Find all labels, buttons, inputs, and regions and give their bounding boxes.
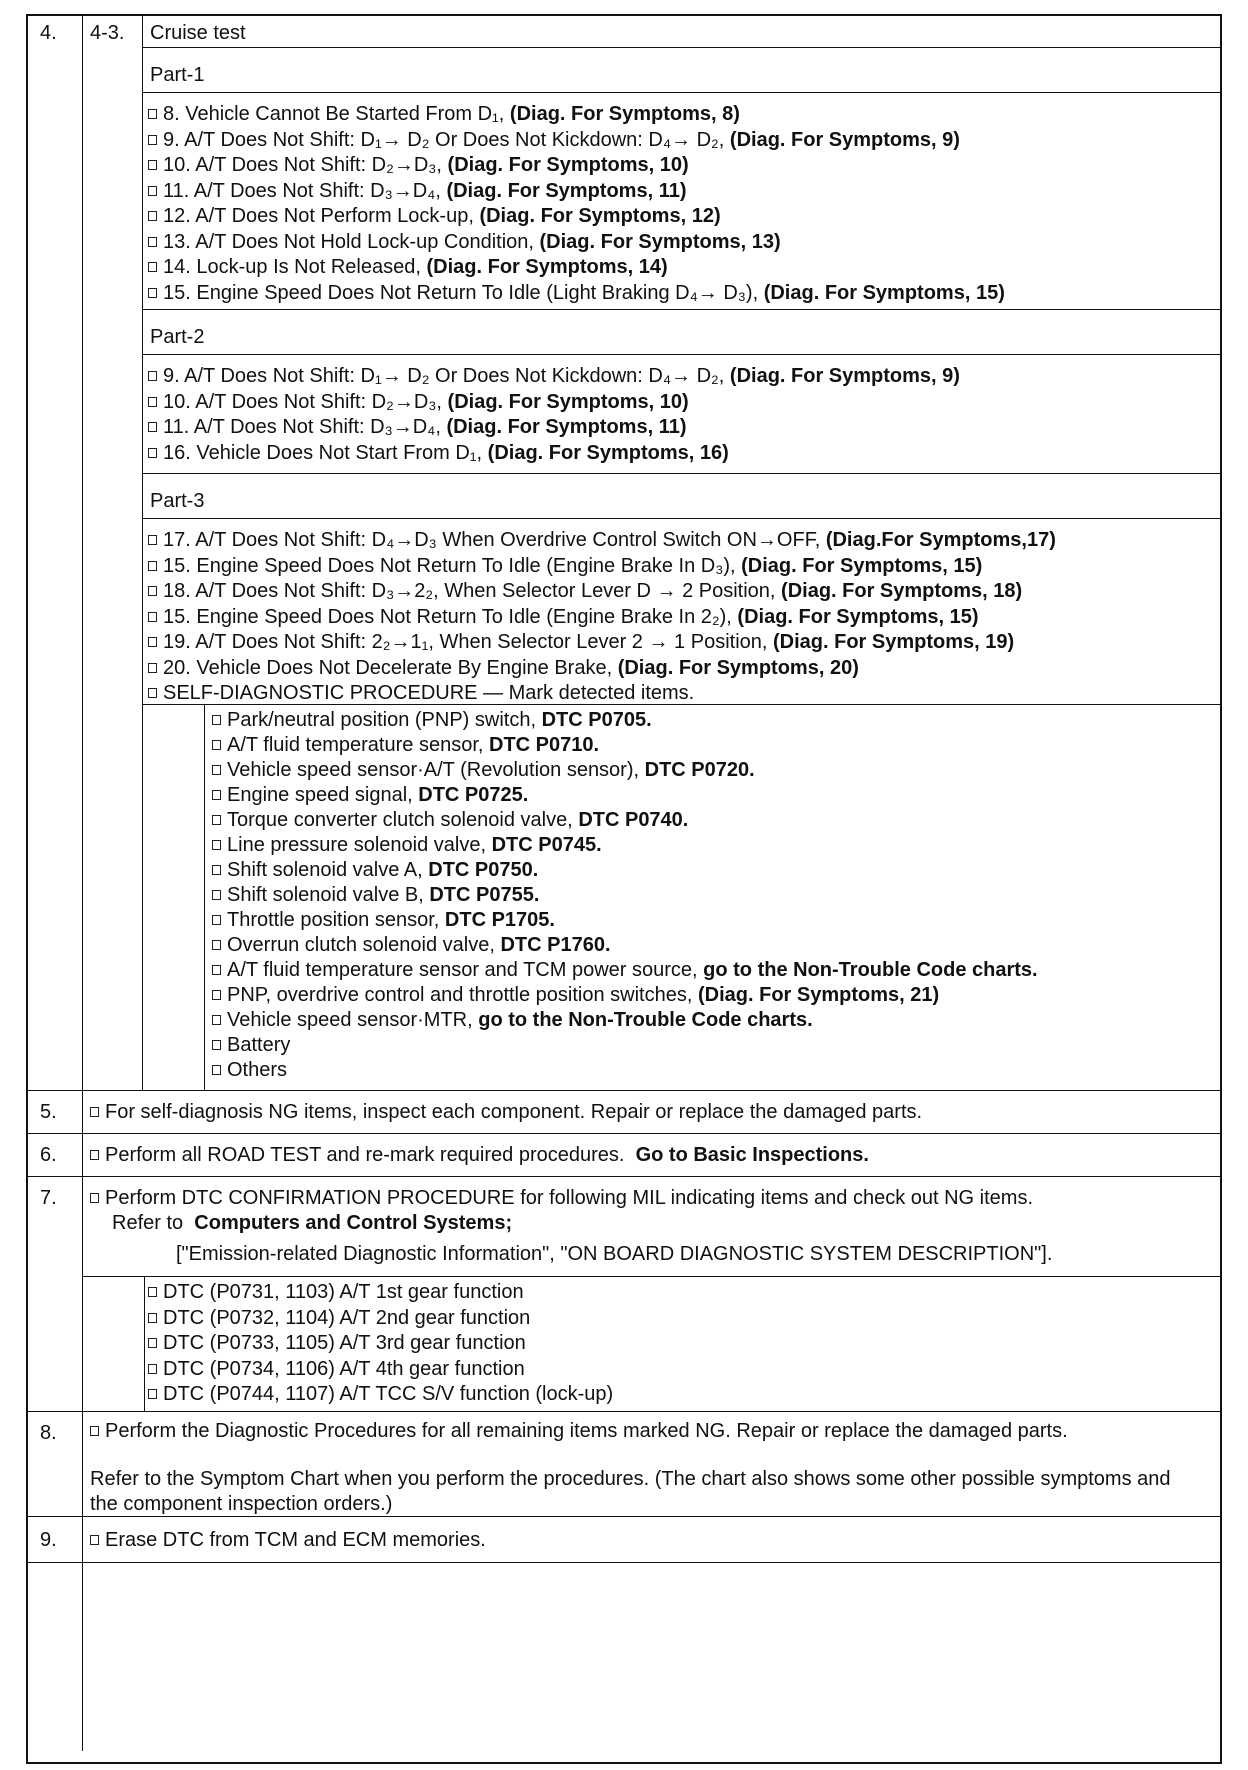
row-line — [142, 518, 1222, 519]
checkbox[interactable] — [148, 586, 157, 596]
checklist-item-reference: (Diag.For Symptoms,17) — [825, 529, 1056, 551]
checklist-item — [212, 983, 939, 1008]
checklist-item-reference: (Diag. For Symptoms, 14) — [426, 256, 668, 278]
checklist-item — [148, 179, 687, 205]
checklist-item-reference: go to the Non-Trouble Code charts. — [703, 959, 1038, 981]
checkbox[interactable] — [148, 1313, 157, 1323]
checklist-item-text: 8. Vehicle Cannot Be Started From D₁, — [163, 103, 505, 125]
checklist-item-text: Engine speed signal, — [227, 784, 413, 806]
checkbox[interactable] — [148, 211, 157, 221]
checkbox[interactable] — [212, 965, 221, 975]
checklist-item-reference: (Diag. For Symptoms, 15) — [737, 605, 979, 628]
checkbox[interactable] — [212, 740, 221, 750]
checklist-item — [148, 255, 668, 281]
row-line — [28, 1562, 1222, 1563]
row-line — [142, 309, 1222, 310]
checklist-item-reference: DTC P1760. — [500, 934, 611, 956]
checklist-item — [148, 102, 740, 128]
row-6-number: 6. — [40, 1144, 57, 1166]
checklist-item-reference: DTC P0705. — [541, 709, 652, 731]
checklist-item-text: 19. A/T Does Not Shift: 2₂→1₁, When Selector Lever 2 → 1 Position, — [163, 631, 768, 653]
col-divider-dtc — [144, 1276, 145, 1411]
checkbox[interactable] — [148, 663, 157, 673]
dtc-item-text: DTC (P0744, 1107) A/T TCC S/V function (lock-up) — [163, 1383, 614, 1405]
checklist-item-reference: DTC P0750. — [428, 859, 539, 881]
checkbox[interactable] — [212, 890, 221, 900]
checklist-item — [212, 833, 602, 858]
checkbox[interactable] — [212, 1065, 221, 1075]
checklist-item — [212, 708, 652, 733]
row-9-text: Erase DTC from TCM and ECM memories. — [90, 1526, 486, 1554]
checklist-item-text: Park/neutral position (PNP) switch, — [227, 709, 537, 731]
checkbox[interactable] — [212, 765, 221, 775]
checklist-item-text: A/T fluid temperature sensor, — [227, 734, 484, 756]
row-7-line-2: Refer to Computers and Control Systems; — [112, 1212, 513, 1234]
checkbox[interactable] — [90, 1107, 99, 1117]
part-3-label: Part-3 — [150, 490, 205, 512]
checklist-item — [148, 415, 687, 441]
checklist-item-text: 10. A/T Does Not Shift: D₂→D₃, — [163, 390, 442, 413]
checklist-item — [212, 958, 1038, 983]
checklist-item-text: 16. Vehicle Does Not Start From D₁, — [163, 441, 483, 464]
row-line — [142, 47, 1222, 48]
checklist-item-text: 15. Engine Speed Does Not Return To Idle (Engine Brake In D₃), — [163, 554, 736, 577]
checkbox[interactable] — [148, 448, 157, 458]
checkbox[interactable] — [212, 815, 221, 825]
row-line — [142, 473, 1222, 474]
checklist-item-reference: (Diag. For Symptoms, 19) — [773, 631, 1015, 653]
row-7-line-1: Perform DTC CONFIRMATION PROCEDURE for following MIL indicating items and check out NG items. — [90, 1184, 1033, 1212]
procedure-table — [26, 14, 1222, 1764]
checkbox[interactable] — [148, 262, 157, 272]
checklist-item — [148, 630, 1014, 656]
checklist-item-text: A/T fluid temperature sensor and TCM power source, — [227, 959, 698, 981]
checklist-item — [148, 390, 689, 416]
checklist-item-reference: DTC P0755. — [429, 884, 540, 906]
dtc-item — [148, 1280, 524, 1306]
row-8-text-1: Perform the Diagnostic Procedures for all remaining items marked NG. Repair or replace the damaged parts. — [90, 1419, 1180, 1444]
dtc-item — [148, 1306, 530, 1332]
checklist-item-text: 15. Engine Speed Does Not Return To Idle (Light Braking D₄→ D₃), — [163, 281, 759, 304]
checklist-item-reference: (Diag. For Symptoms, 12) — [479, 205, 721, 227]
checkbox[interactable] — [148, 237, 157, 247]
row-9-number: 9. — [40, 1529, 57, 1551]
checkbox[interactable] — [212, 990, 221, 1000]
checklist-item-text: 18. A/T Does Not Shift: D₃→2₂, When Selector Lever D → 2 Position, — [163, 580, 776, 602]
checklist-item — [148, 441, 729, 467]
checkbox[interactable] — [212, 915, 221, 925]
checklist-item — [212, 783, 528, 808]
checklist-item-text: Torque converter clutch solenoid valve, — [227, 809, 573, 831]
checklist-item-reference: (Diag. For Symptoms, 9) — [729, 365, 960, 387]
checkbox[interactable] — [148, 1364, 157, 1374]
checklist-item-text: PNP, overdrive control and throttle position switches, — [227, 984, 693, 1006]
checklist-item-text: 9. A/T Does Not Shift: D₁→ D₂ Or Does Not Kickdown: D₄→ D₂, — [163, 128, 725, 151]
checklist-item-reference: (Diag. For Symptoms, 8) — [509, 103, 740, 125]
checkbox[interactable] — [148, 160, 157, 170]
checkbox[interactable] — [148, 397, 157, 407]
checklist-item-reference: DTC P0720. — [644, 759, 755, 781]
checklist-item — [148, 554, 982, 580]
row-line — [142, 354, 1222, 355]
checkbox[interactable] — [148, 135, 157, 145]
checklist-item — [212, 908, 555, 933]
row-line — [142, 92, 1222, 93]
row-8-number: 8. — [40, 1422, 57, 1444]
checklist-item-reference: (Diag. For Symptoms, 11) — [446, 179, 687, 202]
checklist-item — [148, 230, 781, 256]
checkbox[interactable] — [148, 561, 157, 571]
checklist-item — [148, 528, 1056, 554]
checklist-item-text: Shift solenoid valve A, — [227, 859, 423, 881]
row-4-number: 4. — [40, 22, 57, 44]
checklist-item-text: Line pressure solenoid valve, — [227, 834, 487, 856]
checklist-item — [212, 858, 538, 883]
checklist-item-reference: DTC P1705. — [444, 909, 555, 931]
row-7-number: 7. — [40, 1187, 57, 1209]
checkbox[interactable] — [212, 715, 221, 725]
checklist-item — [148, 153, 689, 179]
checklist-item-text: Throttle position sensor, — [227, 909, 440, 931]
checklist-item-reference: (Diag. For Symptoms, 18) — [781, 580, 1023, 602]
checklist-item — [212, 733, 599, 758]
part-2-label: Part-2 — [150, 326, 205, 348]
checklist-item-text: 9. A/T Does Not Shift: D₁→ D₂ Or Does Not Kickdown: D₄→ D₂, — [163, 365, 725, 387]
checklist-item — [148, 128, 960, 154]
checkbox[interactable] — [148, 535, 157, 545]
checklist-item — [148, 681, 694, 707]
checkbox[interactable] — [148, 637, 157, 647]
checklist-item — [148, 204, 721, 230]
checklist-item-text: 14. Lock-up Is Not Released, — [163, 256, 421, 278]
checklist-item-reference: (Diag. For Symptoms, 21) — [697, 984, 940, 1006]
dtc-item-text: DTC (P0731, 1103) A/T 1st gear function — [163, 1281, 524, 1303]
checkbox[interactable] — [212, 940, 221, 950]
checkbox[interactable] — [148, 371, 157, 381]
dtc-item-text: DTC (P0732, 1104) A/T 2nd gear function — [163, 1306, 531, 1329]
checklist-item — [212, 1058, 287, 1083]
checklist-item-reference: DTC P0740. — [578, 809, 689, 831]
row-line — [28, 1176, 1222, 1177]
dtc-item-text: DTC (P0733, 1105) A/T 3rd gear function — [163, 1332, 526, 1354]
checkbox[interactable] — [90, 1193, 99, 1203]
checklist-item-reference: (Diag. For Symptoms, 10) — [447, 154, 689, 176]
checkbox[interactable] — [212, 840, 221, 850]
checkbox[interactable] — [90, 1426, 99, 1436]
col-divider-selfdiag — [204, 704, 205, 1090]
row-4-sub-number: 4-3. — [90, 22, 125, 44]
checklist-item-text: 12. A/T Does Not Perform Lock-up, — [163, 205, 474, 227]
row-7-line-3: ["Emission-related Diagnostic Information", "ON BOARD DIAGNOSTIC SYSTEM DESCRIPTION"]. — [176, 1243, 1053, 1265]
checkbox[interactable] — [148, 422, 157, 432]
checkbox[interactable] — [212, 865, 221, 875]
checkbox[interactable] — [148, 109, 157, 119]
checklist-item-reference: (Diag. For Symptoms, 13) — [539, 230, 781, 253]
col-divider-1 — [82, 16, 83, 1751]
dtc-item — [148, 1331, 526, 1357]
checklist-item — [148, 364, 960, 390]
checklist-item-text: Vehicle speed sensor·MTR, — [227, 1009, 473, 1031]
checklist-item-text: Others — [227, 1059, 288, 1081]
checklist-item-text: Overrun clutch solenoid valve, — [227, 934, 495, 956]
checkbox[interactable] — [148, 1287, 157, 1297]
checklist-item — [212, 933, 611, 958]
checklist-item-text: 11. A/T Does Not Shift: D₃→D₄, — [163, 179, 441, 202]
checklist-item-reference: (Diag. For Symptoms, 15) — [741, 554, 983, 577]
checkbox[interactable] — [212, 790, 221, 800]
dtc-item — [148, 1382, 613, 1408]
part-1-label: Part-1 — [150, 64, 205, 86]
cruise-test-title: Cruise test — [150, 22, 246, 44]
checkbox[interactable] — [148, 688, 157, 698]
checklist-item-text: SELF-DIAGNOSTIC PROCEDURE — Mark detected items. — [163, 682, 695, 704]
checklist-item-reference: (Diag. For Symptoms, 9) — [729, 128, 960, 151]
checklist-item-reference: (Diag. For Symptoms, 16) — [487, 441, 729, 464]
checklist-item-reference: (Diag. For Symptoms, 11) — [446, 416, 687, 438]
checklist-item — [212, 1008, 813, 1033]
checkbox[interactable] — [148, 1338, 157, 1348]
checklist-item-reference: DTC P0745. — [491, 834, 602, 856]
checklist-item-reference: (Diag. For Symptoms, 15) — [763, 281, 1005, 304]
col-divider-2 — [142, 16, 143, 1090]
checkbox[interactable] — [148, 1389, 157, 1399]
checkbox[interactable] — [212, 1040, 221, 1050]
checkbox[interactable] — [148, 612, 157, 622]
checklist-item-text: Vehicle speed sensor·A/T (Revolution sensor), — [227, 759, 640, 781]
checklist-item-reference: (Diag. For Symptoms, 10) — [447, 390, 689, 413]
row-line — [28, 1090, 1222, 1091]
checkbox[interactable] — [212, 1015, 221, 1025]
checklist-item — [148, 579, 1022, 605]
checklist-item-text: Shift solenoid valve B, — [227, 884, 424, 906]
checkbox[interactable] — [90, 1535, 99, 1545]
row-line — [28, 1411, 1222, 1412]
checklist-item-reference: DTC P0725. — [418, 784, 529, 806]
checklist-item — [212, 1033, 290, 1058]
checklist-item-reference: DTC P0710. — [489, 734, 600, 756]
checklist-item — [148, 656, 859, 682]
checklist-item-text: 10. A/T Does Not Shift: D₂→D₃, — [163, 154, 442, 176]
row-8-text-2: Refer to the Symptom Chart when you perform the procedures. (The chart also shows some other possible symptoms and the component inspection orders.) — [90, 1468, 1171, 1515]
checkbox[interactable] — [90, 1150, 99, 1160]
checklist-item — [148, 605, 979, 631]
row-6-text: Perform all ROAD TEST and re-mark required procedures. Go to Basic Inspections. — [90, 1141, 869, 1169]
checkbox[interactable] — [148, 288, 157, 298]
row-5-number: 5. — [40, 1101, 57, 1123]
checklist-item-text: 17. A/T Does Not Shift: D₄→D₃ When Overdrive Control Switch ON→OFF, — [163, 529, 821, 551]
checklist-item-reference: go to the Non-Trouble Code charts. — [478, 1009, 813, 1031]
checklist-item-text: Battery — [227, 1034, 291, 1056]
checklist-item — [212, 883, 539, 908]
checklist-item — [212, 808, 688, 833]
checklist-item — [148, 281, 1005, 307]
dtc-item-text: DTC (P0734, 1106) A/T 4th gear function — [163, 1357, 525, 1380]
row-line — [28, 1133, 1222, 1134]
checklist-item-text: 15. Engine Speed Does Not Return To Idle (Engine Brake In 2₂), — [163, 605, 732, 628]
dtc-item — [148, 1357, 525, 1383]
row-line — [82, 1276, 1222, 1277]
checklist-item-text: 11. A/T Does Not Shift: D₃→D₄, — [163, 416, 441, 438]
checklist-item-text: 13. A/T Does Not Hold Lock-up Condition, — [163, 230, 534, 253]
checklist-item — [212, 758, 755, 783]
checklist-item-reference: (Diag. For Symptoms, 20) — [617, 656, 859, 679]
checkbox[interactable] — [148, 186, 157, 196]
checklist-item-text: 20. Vehicle Does Not Decelerate By Engine Brake, — [163, 656, 613, 679]
row-5-text: For self-diagnosis NG items, inspect each component. Repair or replace the damaged parts. — [90, 1098, 922, 1126]
